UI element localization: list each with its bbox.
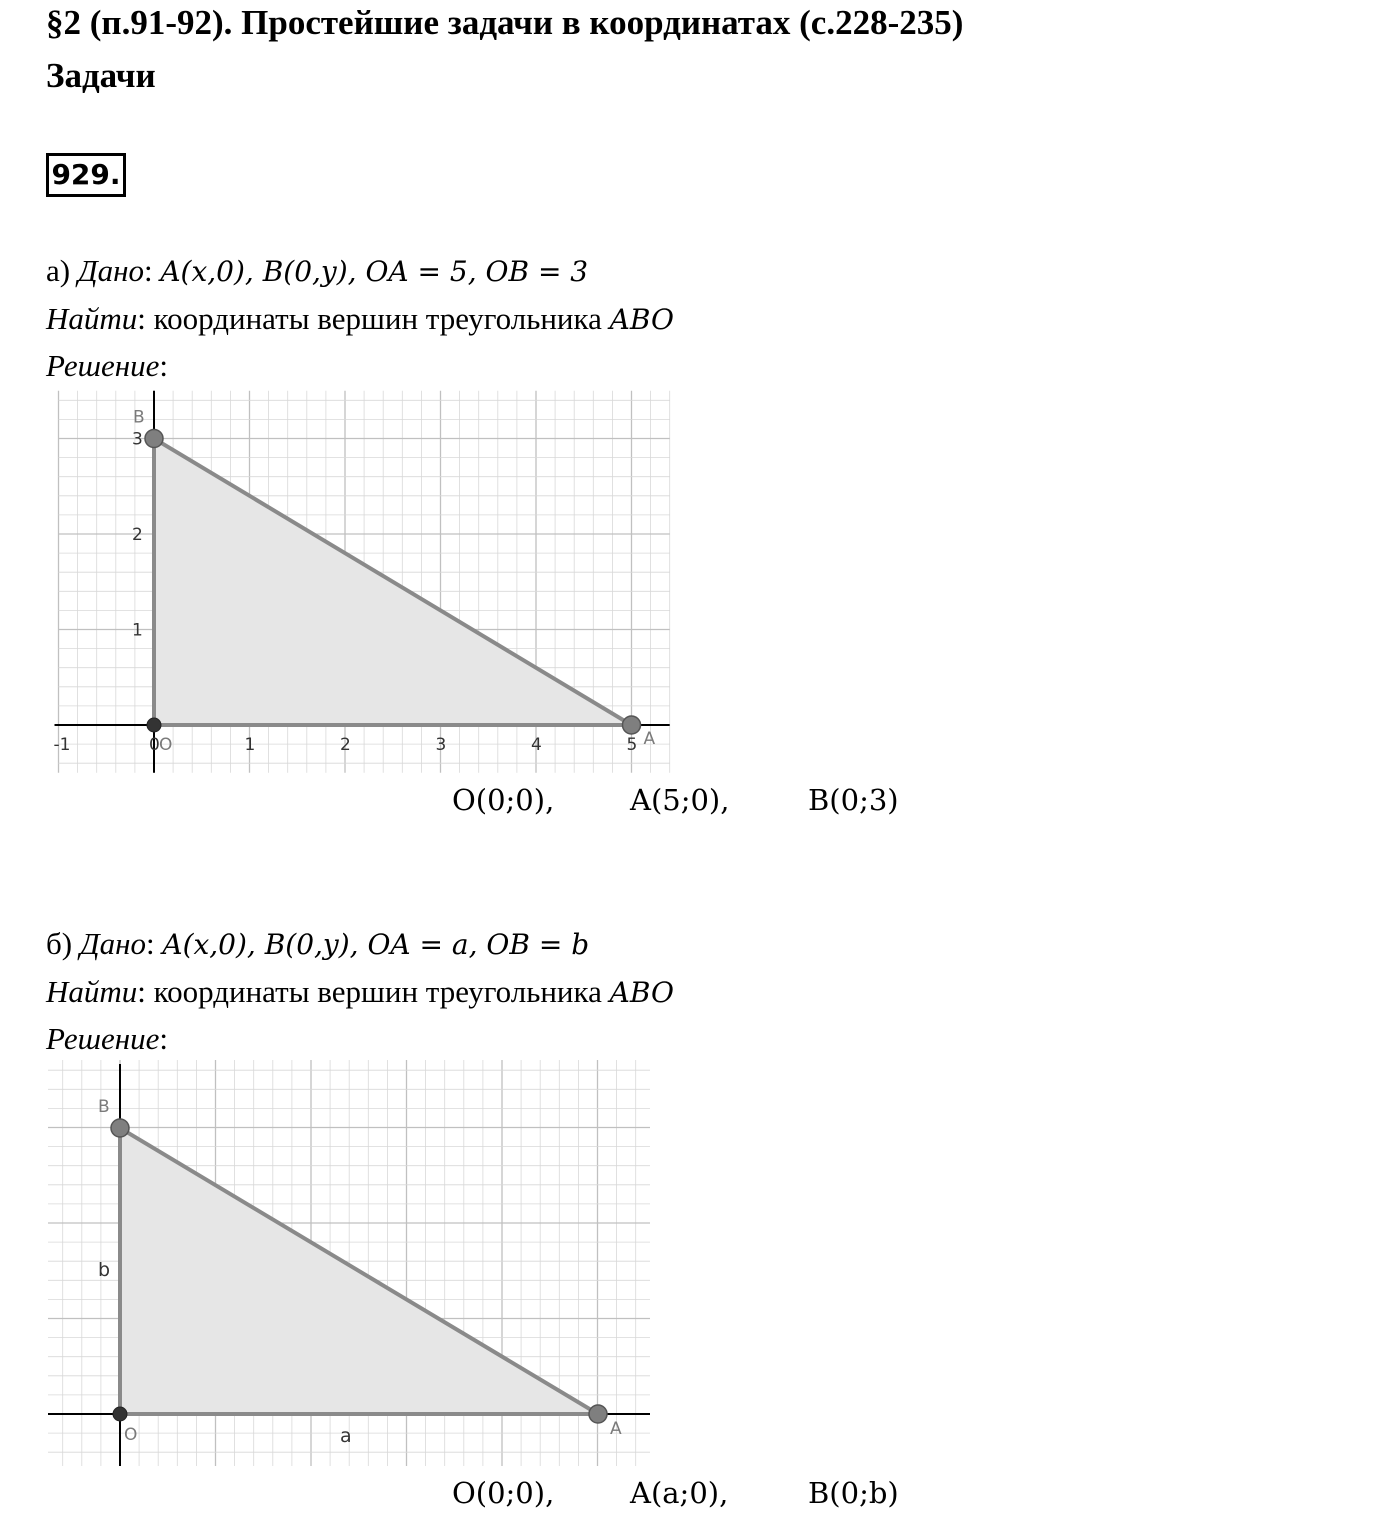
x-tick-label: 2: [340, 735, 351, 755]
x-tick-label: 1: [244, 735, 256, 755]
part-b-solution: Решение:: [46, 1021, 168, 1056]
part-a-find-var: ABO: [609, 303, 674, 336]
answer-b-b: B(0;b): [808, 1476, 899, 1510]
answer-a-o: O(0;0),: [452, 783, 555, 817]
triangle-abo-a: [154, 439, 632, 726]
y-tick-label: 3: [132, 429, 143, 450]
graph-a: [40, 385, 700, 785]
part-a-given: а) Дано: A(x,0), B(0,y), OA = 5, OB = 3: [46, 253, 589, 288]
point-label-o-a: O: [159, 735, 173, 755]
part-b-find-label: Найти: [46, 974, 138, 1009]
point-label-o-b: O: [124, 1425, 138, 1445]
part-b-find: Найти: координаты вершин треугольника ABO: [46, 974, 674, 1009]
part-a-given-expr: A(x,0), B(0,y), OA = 5, OB = 3: [160, 255, 589, 288]
page-title: §2 (п.91-92). Простейшие задачи в координатах (с.228-235): [46, 3, 964, 42]
point-label-a-a: A: [643, 729, 656, 749]
part-b-prefix: б): [46, 926, 73, 961]
y-tick-label: 2: [132, 525, 143, 545]
part-b-given-label: Дано: [79, 926, 146, 961]
section-subtitle: Задачи: [46, 56, 156, 95]
part-a-solution-label: Решение: [46, 348, 160, 383]
part-a-find-text: координаты вершин треугольника: [153, 301, 602, 336]
answer-b-o: O(0;0),: [452, 1476, 555, 1510]
x-tick-label: 5: [626, 735, 638, 755]
part-a-find: Найти: координаты вершин треугольника ABO: [46, 301, 674, 336]
part-b-find-text: координаты вершин треугольника: [153, 974, 602, 1009]
point-o: [147, 718, 161, 732]
point-b: [111, 1119, 129, 1137]
part-b-given-expr: A(x,0), B(0,y), OA = a, OB = b: [162, 928, 590, 961]
triangle-abo-b: [120, 1128, 598, 1414]
part-a-solution: Решение:: [46, 348, 168, 383]
y-tick-label: 1: [132, 620, 143, 641]
part-a-find-label: Найти: [46, 301, 138, 336]
answer-a-b: B(0;3): [808, 783, 899, 817]
problem-number: 929.: [46, 153, 126, 197]
side-label-b: b: [98, 1259, 111, 1281]
part-b-find-var: ABO: [609, 976, 674, 1009]
part-a-given-label: Дано: [77, 253, 144, 288]
point-label-b-a: B: [133, 407, 145, 428]
part-a-prefix: а): [46, 253, 71, 288]
point-label-b-b: B: [98, 1097, 110, 1117]
answer-b-a: A(a;0),: [630, 1476, 729, 1510]
x-tick-label: 0: [149, 735, 160, 755]
part-b-solution-label: Решение: [46, 1021, 160, 1056]
graph-b: [40, 1060, 660, 1472]
answer-a-a: A(5;0),: [630, 783, 730, 817]
x-tick-label: -1: [53, 735, 71, 755]
part-b-given: б) Дано: A(x,0), B(0,y), OA = a, OB = b: [46, 926, 590, 961]
point-a: [589, 1405, 607, 1423]
x-tick-label: 4: [531, 735, 542, 755]
side-label-a: a: [340, 1425, 352, 1447]
point-b: [145, 430, 163, 448]
point-o: [113, 1407, 127, 1421]
x-tick-label: 3: [435, 735, 447, 755]
point-a: [623, 716, 641, 734]
point-label-a-b: A: [610, 1419, 622, 1439]
